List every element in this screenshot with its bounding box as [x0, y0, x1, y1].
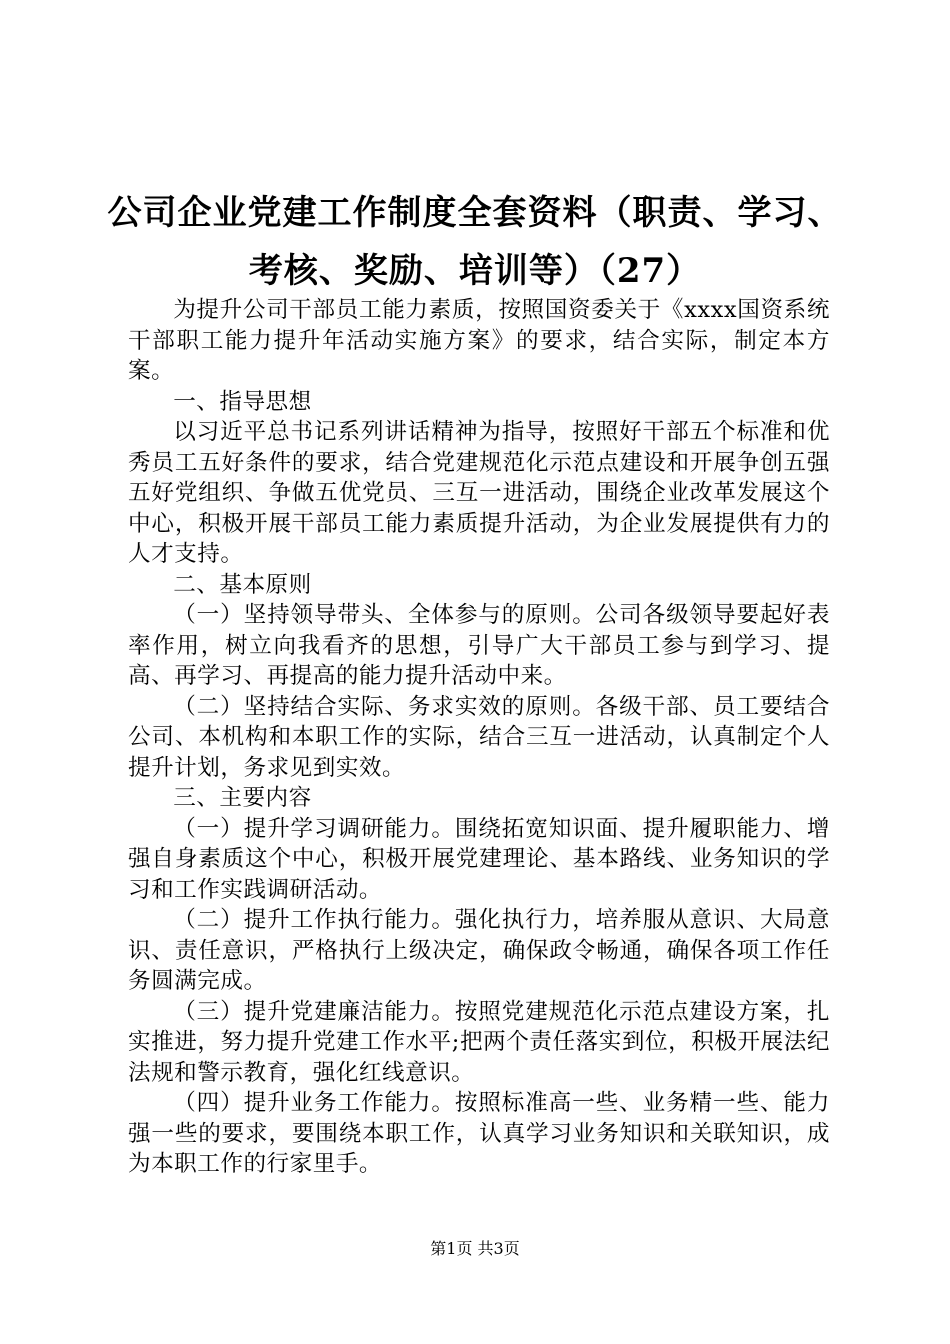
- section-heading-main-content: 三、主要内容: [173, 785, 312, 811]
- content-item-2: （二）提升工作执行能力。强化执行力，培养服从意识、大局意识、责任意识，严格执行上级决定，确保政令畅通，确保各项工作任务圆满完成。: [128, 907, 830, 994]
- intro-paragraph: 为提升公司干部员工能力素质，按照国资委关于《xxxx国资系统干部职工能力提升年活动实施方案》的要求，结合实际，制定本方案。: [128, 297, 830, 384]
- principle-item-1: （一）坚持领导带头、全体参与的原则。公司各级领导要起好表率作用，树立向我看齐的思想，引导广大干部员工参与到学习、提高、再学习、再提高的能力提升活动中来。: [128, 602, 830, 689]
- content-item-1: （一）提升学习调研能力。围绕拓宽知识面、提升履职能力、增强自身素质这个中心，积极开展党建理论、基本路线、业务知识的学习和工作实践调研活动。: [128, 815, 830, 903]
- title-line-2: 考核、奖励、培训等）（27）: [248, 251, 702, 291]
- section-heading-basic-principles: 二、基本原则: [173, 571, 312, 598]
- document-body: [128, 295, 830, 1180]
- content-item-4: （四）提升业务工作能力。按照标准高一些、业务精一些、能力强一些的要求，要围绕本职工作，认真学习业务知识和关联知识，成为本职工作的行家里手。: [128, 1090, 830, 1177]
- section-heading-guiding-ideology: 一、指导思想: [173, 388, 312, 415]
- principle-item-2: （二）坚持结合实际、务求实效的原则。各级干部、员工要结合公司、本机构和本职工作的实际，结合三互一进活动，认真制定个人提升计划，务求见到实效。: [128, 693, 830, 781]
- document-title: [100, 184, 850, 300]
- title-line-1: 公司企业党建工作制度全套资料（职责、学习、: [107, 193, 843, 233]
- content-item-3: （三）提升党建廉洁能力。按照党建规范化示范点建设方案，扎实推进，努力提升党建工作水平;把两个责任落实到位，积极开展法纪法规和警示教育，强化红线意识。: [128, 998, 830, 1086]
- guiding-ideology-paragraph: 以习近平总书记系列讲话精神为指导，按照好干部五个标准和优秀员工五好条件的要求，结合党建规范化示范点建设和开展争创五强五好党组织、争做五优党员、三互一进活动，围绕企业改革发展这个中心，积极开展干部员工能力素质提升活动，为企业发展提供有力的人才支持。: [128, 419, 830, 567]
- page-footer: 第1页 共3页: [430, 1239, 520, 1258]
